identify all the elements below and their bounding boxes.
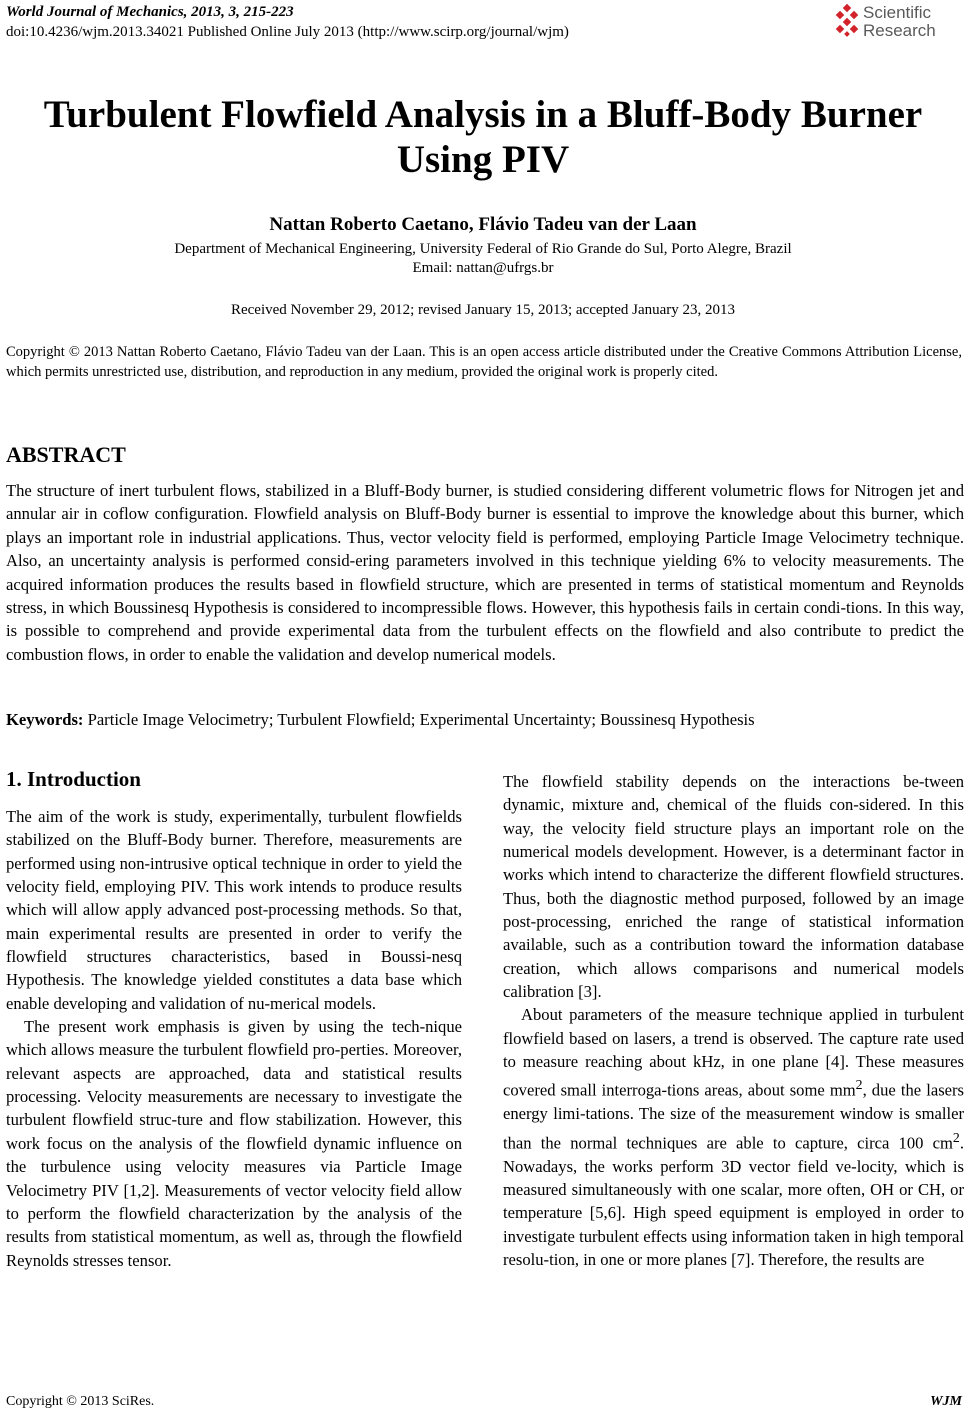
paper-title: Turbulent Flowfield Analysis in a Bluff-Body Burner Using PIV [43,93,923,181]
volume-pages: , 2013, 3, 215-223 [183,4,294,20]
logo-text: Scientific Research [863,3,936,40]
right-column [503,770,964,1271]
abstract-heading: ABSTRACT [6,442,126,467]
page-footer [6,1394,962,1410]
left-column [6,805,462,1272]
copyright-notice: Copyright © 2013 Nattan Roberto Caetano, Flávio Tadeu van der Laan. This is an open access article distributed under the Creative Commons Attribution License, which permits unrestricted use, distribution, and reproduction in any medium, provided the original work is properly cited. [6,344,962,380]
logo-mark-icon [833,4,861,38]
running-header [6,2,569,42]
keywords-text: Particle Image Velocimetry; Turbulent Flowfield; Experimental Uncertainty; Boussinesq Hypothesis [83,710,755,729]
affiliation-block [0,240,966,278]
paragraph: The present work emphasis is given by using the tech-nique which allows measure the turbulent flowfield pro-perties. Moreover, relevant aspects are approached, data and statistical results processing. Velocity measurements are necessary to investigate the turbulent flowfield struc-ture and flow stabilization. However, this work focus on the analysis of the flowfield dynamic influence on the turbulence using velocity measures via Particle Image Velocimetry PIV [1,2]. Measurements of vector velocity field allow to perform the flowfield characterization by the analysis of the results from statistical momentum, as well as, through the flowfield Reynolds stresses tensor. [6,1017,462,1270]
keywords [6,710,964,730]
section-heading: 1. Introduction [6,767,141,791]
paragraph: About parameters of the measure technique applied in turbulent flowfield based on lasers, a trend is observed. The capture rate used to measure reaching about kHz, in one plane [4]. These measures covered small interroga-tions areas, about some $mm^2$, due the lasers energy limi-tations. The size of the measurement window is smaller than the normal techniques are able to capture, circa 100 $cm^2$. Nowadays, the works perform 3D vector field ve-locity, which is measured simultaneously with one scalar, more often, OH or CH, or temperature [5,6]. High speed equipment is employed in order to investigate turbulent effects using information taken in high temporal resolu-tion, in one or more planes [7]. Therefore, the results are [503,1005,964,1269]
email: Email: nattan@ufrgs.br [412,260,554,276]
received-dates: Received November 29, 2012; revised January 15, 2013; accepted January 23, 2013 [230,302,736,318]
paragraph: The flowfield stability depends on the interactions be-tween dynamic, mixture and, chemical of the fluids con-sidered. In this way, the velocity field structure plays an important role on the numerical models development. However, is a determinant factor in works which intend to characterize the different flowfield structures. Thus, both the diagnostic method purposed, followed by an image post-processing, enriched the range of statistical information available, such as a contribution toward the information database creation, which allows comparisons and numerical models calibration [3]. [503,772,964,1002]
journal-name: World Journal of Mechanics [6,4,184,20]
affiliation: Department of Mechanical Engineering, University Federal of Rio Grande do Sul, Porto Alegre, Brazil [174,241,792,257]
footer-copyright: Copyright © 2013 SciRes. [6,1394,155,1409]
publisher-logo [833,2,958,42]
keywords-label: Keywords: [6,710,84,729]
paragraph: The aim of the work is study, experimentally, turbulent flowfields stabilized on the Bluff-Body burner. Therefore, measurements are performed using non-intrusive optical technique in order to yield the velocity field, employing PIV. This work intends to produce results which will allow apply advanced post-processing methods. So that, main experimental results are presented in order to verify the flowfield structures characteristics, based in Boussi-nesq Hypothesis. The knowledge yielded constitutes a data base which enable developing and validation of nu-merical models. [6,807,462,1013]
abstract-text: The structure of inert turbulent flows, stabilized in a Bluff-Body burner, is studied considering different volumetric flows for Nitrogen jet and annular air in coflow configuration. Flowfield analysis on Bluff-Body burner is essential to improve the knowledge about this burner, which plays an important role in industrial applications. Thus, vector velocity field is performed, employing Particle Image Velocimetry technique. Also, an uncertainty analysis is performed consid-ering parameters involved in this technique yielding 6% to velocity measurements. The acquired information produces the results based in flowfield structure, which are presented in terms of statistical momentum and Reynolds stress, in which Boussinesq Hypothesis is considered to incompressible flows. However, this hypothesis fails in certain condi-tions. In this way, is possible to comprehend and provide experimental data from the turbulent effects on the flowfield and also contribute to predict the combustion flows, in order to enable the validation and develop numerical models. [6,481,964,664]
footer-journal-abbrev: WJM [930,1394,962,1409]
authors: Nattan Roberto Caetano, Flávio Tadeu van der Laan [269,214,697,235]
doi-line: doi:10.4236/wjm.2013.34021 Published Online July 2013 (http://www.scirp.org/journal/wjm) [6,24,569,40]
